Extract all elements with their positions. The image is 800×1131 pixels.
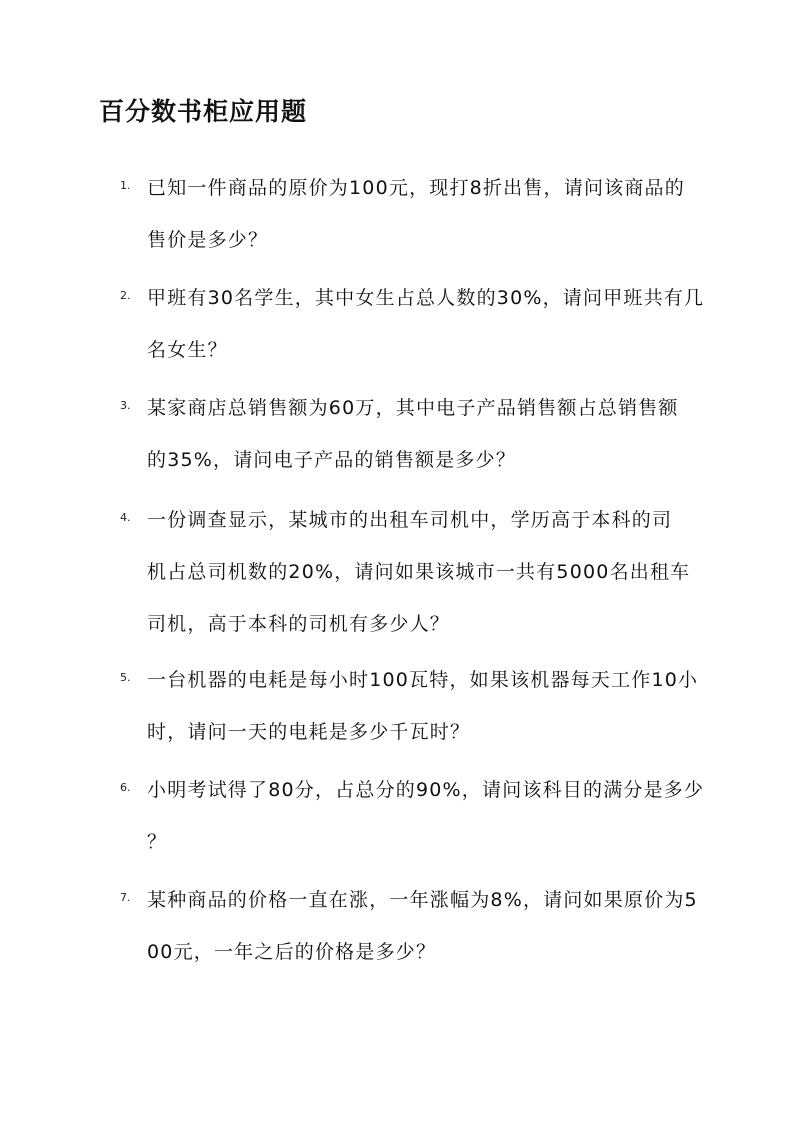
question-number: 1. [120,179,131,192]
question-text [147,272,707,376]
document-title: 百分数书柜应用题 [99,97,308,126]
question-line: 一台机器的电耗是每小时100瓦特，如果该机器每天工作10小 [147,669,699,691]
question-text [147,764,707,868]
question-line: 名女生？ [147,339,228,361]
question-line: 小明考试得了80分，占总分的90%，请问该科目的满分是多少 [147,779,705,801]
question-line: 司机，高于本科的司机有多少人？ [147,613,451,635]
question-text [147,654,707,758]
question-number: 7. [120,891,131,904]
question-line: 已知一件商品的原价为100元，现打8折出售，请问该商品的 [147,177,685,199]
question-text [147,494,707,650]
question-text [147,382,707,486]
question-line: 的35%，请问电子产品的销售额是多少？ [147,449,517,471]
question-line: 机占总司机数的20%，请问如果该城市一共有5000名出租车 [147,561,691,583]
question-line: 时，请问一天的电耗是多少千瓦时？ [147,721,471,743]
question-line: 某种商品的价格一直在涨，一年涨幅为8%，请问如果原价为5 [147,889,698,911]
question-number: 4. [120,511,131,524]
question-number: 6. [120,781,131,794]
question-number: 5. [120,671,131,684]
question-number: 3. [120,399,131,412]
question-line: 一份调查显示，某城市的出租车司机中，学历高于本科的司 [147,509,673,531]
question-line: 某家商店总销售额为60万，其中电子产品销售额占总销售额 [147,397,679,419]
question-text [147,162,707,266]
question-line: 甲班有30名学生，其中女生占总人数的30%，请问甲班共有几 [147,287,705,309]
question-text [147,874,707,978]
question-line: 00元，一年之后的价格是多少？ [147,941,437,963]
question-number: 2. [120,289,131,302]
question-line: 售价是多少？ [147,229,269,251]
question-line: ？ [147,831,168,853]
